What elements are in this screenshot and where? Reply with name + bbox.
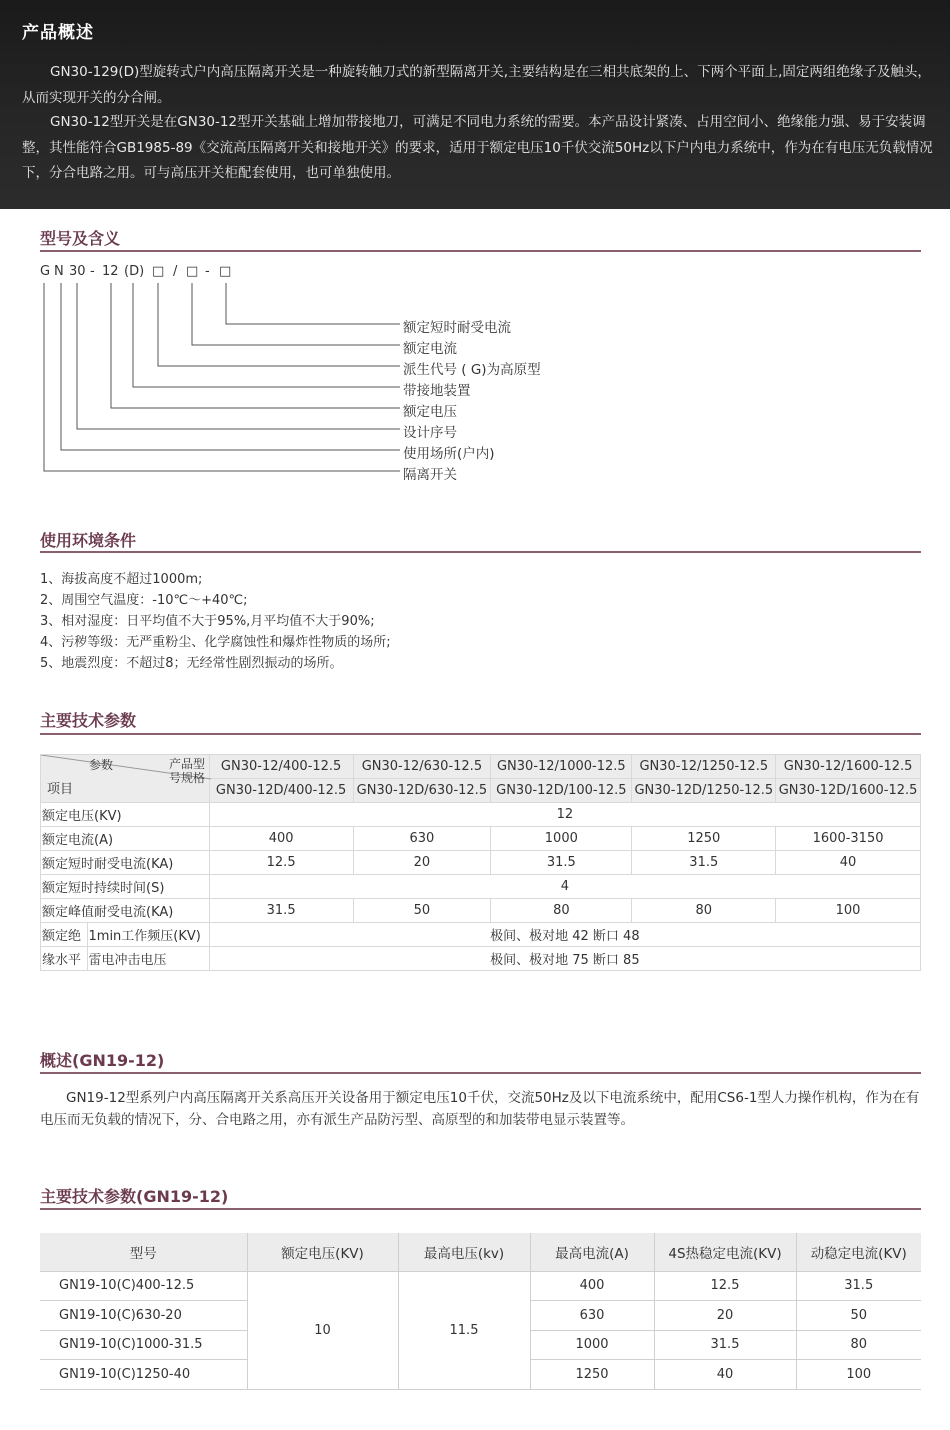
code-char: /: [173, 264, 178, 279]
model-header-cell: GN30-12/1000-12.5: [491, 755, 632, 779]
table-row: [41, 947, 921, 971]
code-char: 12: [102, 264, 119, 279]
model-label: 设计序号: [403, 425, 457, 441]
section-divider: [40, 1208, 921, 1210]
model-label: 额定电流: [403, 341, 457, 357]
table-cell: 1000: [491, 827, 632, 851]
table-cell: 50: [353, 899, 491, 923]
corner-model-label: 产品型 号规格: [169, 757, 206, 785]
table-cell: 1000: [530, 1330, 654, 1360]
column-header: 额定电压(KV): [247, 1233, 398, 1271]
table-row: [41, 803, 921, 827]
table-row: [40, 1271, 921, 1301]
table-cell: 20: [654, 1301, 796, 1331]
table-cell: 20: [353, 851, 491, 875]
column-header: 最高电压(kv): [398, 1233, 530, 1271]
overview-title: 产品概述: [22, 23, 94, 43]
table-cell: 31.5: [654, 1330, 796, 1360]
row-label: 额定短时持续时间(S): [41, 875, 210, 899]
params-section-title: 主要技术参数: [40, 711, 137, 730]
table-row: [41, 827, 921, 851]
table-cell: 630: [530, 1301, 654, 1331]
corner-item-label: 项目: [47, 782, 74, 797]
table-cell: 1600-3150: [776, 827, 921, 851]
env-item: 1、海拔高度不超过1000m;: [40, 572, 203, 587]
model-cell: GN19-10(C)1000-31.5: [40, 1330, 247, 1360]
table-cell: 31.5: [491, 851, 632, 875]
overview-paragraph-1: GN30-129(D)型旋转式户内高压隔离开关是一种旋转触刀式的新型隔离开关,主要结构是在三相共底架的上、下两个平面上,固定两组绝缘子及触头，从而实现开关的分合闸。: [22, 64, 931, 106]
table-cell: 50: [796, 1301, 921, 1331]
model-header-cell: GN30-12D/1250-12.5: [632, 779, 776, 803]
model-cell: GN19-10(C)1250-40: [40, 1360, 247, 1390]
table-cell: 630: [353, 827, 491, 851]
table-cell: 1250: [632, 827, 776, 851]
model-label: 派生代号 ( G)为高原型: [403, 362, 541, 378]
table-cell: 100: [796, 1360, 921, 1390]
table-cell: 400: [530, 1271, 654, 1301]
env-section-title: 使用环境条件: [40, 531, 137, 550]
code-char: G: [40, 264, 51, 279]
row-sublabel: 雷电冲击电压: [87, 947, 209, 971]
table-cell: 4: [209, 875, 920, 899]
model-header-cell: GN30-12D/1600-12.5: [776, 779, 921, 803]
column-header: 型号: [40, 1233, 247, 1271]
section-divider: [40, 733, 921, 735]
table-row: [41, 899, 921, 923]
row-sublabel: 1min工作频压(KV): [87, 923, 209, 947]
table-corner-cell: [41, 755, 210, 803]
code-box: □: [152, 264, 165, 279]
table-cell: 80: [796, 1330, 921, 1360]
table-cell: 12.5: [209, 851, 353, 875]
gn19-params-section-title: 主要技术参数(GN19-12): [40, 1187, 229, 1206]
table-row: [41, 923, 921, 947]
table-cell: 80: [632, 899, 776, 923]
table-cell: 1250: [530, 1360, 654, 1390]
model-label: 额定电压: [403, 404, 457, 420]
table-cell: 400: [209, 827, 353, 851]
env-item: 3、相对湿度：日平均值不大于95%,月平均值不大于90%;: [40, 614, 375, 629]
section-divider: [40, 551, 921, 553]
table-cell: 31.5: [796, 1271, 921, 1301]
max-voltage-cell: 11.5: [398, 1271, 530, 1389]
model-cell: GN19-10(C)400-12.5: [40, 1271, 247, 1301]
column-header: 最高电流(A): [530, 1233, 654, 1271]
table-cell: 40: [654, 1360, 796, 1390]
table-row: [41, 851, 921, 875]
row-label: 额定短时耐受电流(KA): [41, 851, 210, 875]
table-row: [41, 875, 921, 899]
gn19-paragraph: GN19-12型系列户内高压隔离开关系高压开关设备用于额定电压10千伏，交流50Hz及以下电流系统中，配用CS6-1型人力操作机构，作为在有电压而无负载的情况下，分、合电路之用，亦有派生产品防污型、高原型的和加装带电显示装置等。: [40, 1090, 920, 1128]
table-cell: 极间、极对地 75 断口 85: [209, 947, 920, 971]
row-label: 额定绝: [41, 923, 88, 947]
table-cell: 100: [776, 899, 921, 923]
table-cell: 12.5: [654, 1271, 796, 1301]
overview-paragraph-2: GN30-12型开关是在GN30-12型开关基础上增加带接地刀，可满足不同电力系统的需要。本产品设计紧凑、占用空间小、绝缘能力强、易于安装调整，其性能符合GB1985-89《交流高压隔离开关和接地开关》的要求，适用于额定电压10千伏交流50Hz以下户内电力系统中，作为在有电压无负载情况下，分合电路之用。可与高压开关柜配套使用，也可单独使用。: [22, 114, 933, 181]
row-label: 额定电压(KV): [41, 803, 210, 827]
table-cell: 40: [776, 851, 921, 875]
gn19-section-title: 概述(GN19-12): [40, 1051, 165, 1070]
table-cell: 80: [491, 899, 632, 923]
table-cell: 极间、极对地 42 断口 48: [209, 923, 920, 947]
env-item: 4、污秽等级：无严重粉尘、化学腐蚀性和爆炸性物质的场所;: [40, 635, 391, 650]
model-header-cell: GN30-12D/100-12.5: [491, 779, 632, 803]
column-header: 动稳定电流(KV): [796, 1233, 921, 1271]
model-header-cell: GN30-12/400-12.5: [209, 755, 353, 779]
corner-param-label: 参数: [89, 758, 114, 772]
gn19-params-table: [40, 1233, 921, 1390]
model-section-title: 型号及含义: [40, 229, 121, 248]
model-header-cell: GN30-12D/400-12.5: [209, 779, 353, 803]
table-cell: 31.5: [209, 899, 353, 923]
model-leader-lines: [0, 0, 950, 500]
model-label: 带接地装置: [403, 383, 471, 399]
env-item: 5、地震烈度：不超过8；无经常性剧烈振动的场所。: [40, 656, 343, 671]
code-char: -: [90, 264, 95, 279]
model-header-cell: GN30-12D/630-12.5: [353, 779, 491, 803]
model-header-cell: GN30-12/630-12.5: [353, 755, 491, 779]
code-box: □: [186, 264, 199, 279]
model-header-cell: GN30-12/1250-12.5: [632, 755, 776, 779]
code-char: (D): [124, 264, 145, 279]
table-cell: 12: [209, 803, 920, 827]
row-label: 额定电流(A): [41, 827, 210, 851]
model-header-cell: GN30-12/1600-12.5: [776, 755, 921, 779]
section-divider: [40, 1072, 921, 1074]
table-cell: 31.5: [632, 851, 776, 875]
row-label: 额定峰值耐受电流(KA): [41, 899, 210, 923]
row-label: 缘水平: [41, 947, 88, 971]
env-item: 2、周围空气温度：-10℃～+40℃;: [40, 593, 248, 608]
model-label: 隔离开关: [403, 467, 457, 483]
model-label: 使用场所(户内): [403, 446, 495, 462]
code-box: □: [219, 264, 232, 279]
code-char: -: [205, 264, 210, 279]
column-header: 4S热稳定电流(KV): [654, 1233, 796, 1271]
code-char: 30: [69, 264, 86, 279]
params-table: [40, 754, 921, 971]
model-cell: GN19-10(C)630-20: [40, 1301, 247, 1331]
code-char: N: [54, 264, 64, 279]
rated-voltage-cell: 10: [247, 1271, 398, 1389]
model-label: 额定短时耐受电流: [403, 320, 511, 336]
